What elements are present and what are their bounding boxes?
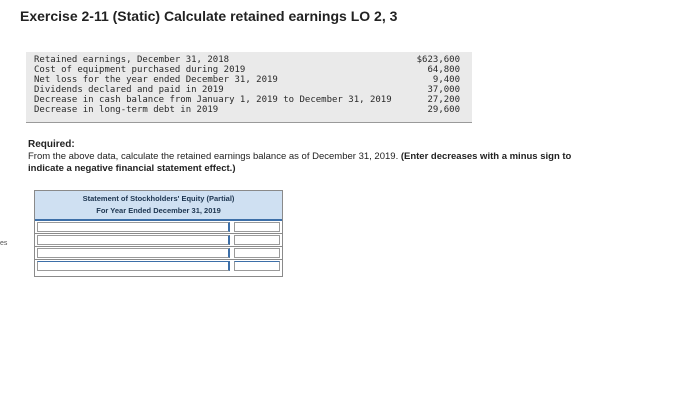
data-row-value: 27,200 bbox=[427, 95, 460, 105]
statement-amount-input[interactable] bbox=[234, 261, 280, 271]
data-row bbox=[26, 65, 472, 75]
data-row-value: 37,000 bbox=[427, 85, 460, 95]
data-row-value: 9,400 bbox=[432, 75, 460, 85]
data-row bbox=[26, 85, 472, 95]
data-row-value: 64,800 bbox=[427, 65, 460, 75]
statement-row bbox=[35, 221, 282, 234]
required-text: From the above data, calculate the retained earnings balance as of December 31, 2019. bbox=[28, 151, 401, 162]
statement-title: Statement of Stockholders' Equity (Partial) bbox=[82, 194, 235, 203]
statement-amount-input[interactable] bbox=[234, 248, 280, 258]
statement-amount-input[interactable] bbox=[234, 222, 280, 232]
data-row-value: 29,600 bbox=[427, 105, 460, 115]
required-bold-text-1: (Enter decreases with a minus sign to bbox=[400, 151, 572, 162]
data-row-label: Dividends declared and paid in 2019 bbox=[34, 85, 224, 95]
statement-row bbox=[35, 247, 282, 260]
page-title: Exercise 2-11 (Static) Calculate retained earnings LO 2, 3 bbox=[20, 8, 398, 24]
data-row bbox=[26, 95, 472, 105]
data-row-label: Cost of equipment purchased during 2019 bbox=[34, 65, 246, 75]
statement-label-input[interactable] bbox=[37, 248, 230, 258]
statement-amount-input[interactable] bbox=[234, 235, 280, 245]
given-data-table bbox=[26, 52, 472, 123]
required-heading: Required: bbox=[28, 139, 75, 150]
statement-subtitle: For Year Ended December 31, 2019 bbox=[96, 206, 221, 215]
data-row bbox=[26, 55, 472, 65]
data-row-value: $623,600 bbox=[416, 55, 460, 65]
data-row bbox=[26, 105, 472, 115]
statement-row bbox=[35, 234, 282, 247]
statement-label-input[interactable] bbox=[37, 235, 230, 245]
data-row-label: Decrease in cash balance from January 1, 2019 to December 31, 2019 bbox=[34, 95, 392, 105]
statement-label-input[interactable] bbox=[37, 261, 230, 271]
side-text-fragment: es bbox=[0, 240, 8, 247]
statement-of-stockholders-equity bbox=[34, 190, 283, 277]
data-row-label: Decrease in long-term debt in 2019 bbox=[34, 105, 219, 115]
statement-header bbox=[35, 191, 282, 221]
statement-row-total bbox=[35, 260, 282, 273]
required-instructions bbox=[28, 151, 628, 175]
required-bold-text-2: indicate a negative financial statement effect.) bbox=[28, 163, 236, 174]
data-row-label: Net loss for the year ended December 31, 2019 bbox=[34, 75, 278, 85]
statement-label-input[interactable] bbox=[37, 222, 230, 232]
data-row-label: Retained earnings, December 31, 2018 bbox=[34, 55, 230, 65]
data-row bbox=[26, 75, 472, 85]
